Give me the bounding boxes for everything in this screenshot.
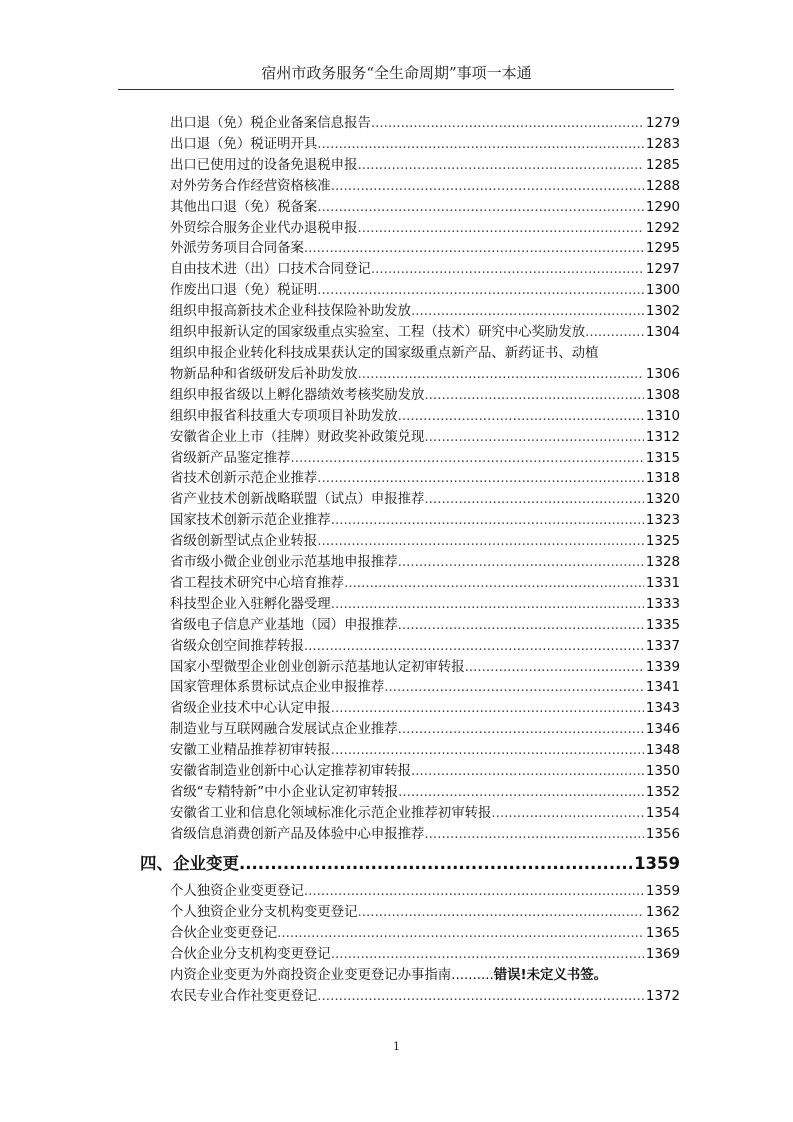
toc-entry[interactable] [170,987,680,1008]
toc-entry[interactable] [170,882,680,903]
toc-entry[interactable] [170,783,680,804]
dot-leader [344,574,644,595]
dot-leader [277,924,644,945]
dot-leader [331,945,644,966]
dot-leader [317,281,644,302]
toc-entry-page: 1348 [645,743,680,759]
toc-entry-page: 1290 [645,199,680,215]
toc-entry-title: 省技术创新示范企业推荐 [170,471,318,487]
toc-list-section-4 [170,882,680,1007]
dot-leader [331,741,644,762]
section-page-number: 1359 [634,854,680,873]
toc-entry[interactable] [170,177,680,198]
toc-entry-title: 自由技术进（出）口技术合同登记 [170,262,371,278]
toc-entry-title: 组织申报新认定的国家级重点实验室、工程（技术）研究中心奖励发放 [170,325,586,341]
toc-entry-page: 1372 [645,988,680,1004]
toc-entry-page: 1323 [645,513,680,529]
toc-entry-page: 1297 [645,262,680,278]
toc-entry-page: 1306 [645,366,680,382]
toc-entry-page: 1339 [645,659,680,675]
toc-entry[interactable] [170,156,680,177]
toc-entry[interactable] [170,302,680,323]
toc-entry-title: 省级众创空间推荐转报 [170,638,304,654]
toc-entry-title: 省级信息消费创新产品及体验中心申报推荐 [170,826,425,842]
toc-entry-page: 1341 [645,680,680,696]
dot-leader [304,882,644,903]
toc-entry-title: 省级“专精特新”中小企业认定初审转报 [170,785,399,800]
toc-entry-page: 1359 [645,884,680,899]
toc-entry-page: 1343 [645,701,680,717]
dot-leader [331,177,644,198]
toc-entry-page: 1362 [645,904,680,920]
header-title: 宿州市政务服务“全生命周期”事项一本通 [261,64,532,82]
toc-entry[interactable] [170,532,680,553]
dot-leader [317,532,644,553]
toc-entry-title: 省工程技术研究中心培育推荐 [170,575,345,591]
toc-entry-title: 组织申报省级以上孵化器绩效考核奖励发放 [170,387,425,403]
toc-entry-page: 1312 [645,429,680,445]
dot-leader [317,987,644,1008]
toc-entry-page: 1350 [645,764,680,780]
toc-entry-title: 作废出口退（免）税证明 [170,283,318,299]
toc-entry[interactable] [170,511,680,532]
dot-leader [424,428,644,449]
toc-entry-page: 1304 [645,325,680,341]
toc-entry-title: 国家技术创新示范企业推荐 [170,513,331,529]
toc-entry[interactable] [170,699,680,720]
toc-list [170,114,680,846]
dot-leader [317,135,644,156]
toc-entry-title: 省级企业技术中心认定申报 [170,701,331,717]
toc-entry[interactable] [170,490,680,511]
toc-entry-page: 1295 [645,241,680,257]
toc-entry[interactable] [170,637,680,658]
dot-leader [304,637,644,658]
toc-entry[interactable] [170,386,680,407]
toc-entry-title: 省级创新型试点企业转报 [170,534,318,550]
bookmark-error-text: 错误!未定义书签。 [493,967,608,983]
toc-entry[interactable] [170,407,680,428]
toc-entry[interactable] [170,678,680,699]
dot-leader [491,804,644,825]
toc-entry[interactable] [170,741,680,762]
dot-leader [291,449,644,470]
toc-entry[interactable] [170,553,680,574]
toc-entry-title: 制造业与互联网融合发展试点企业推荐 [170,722,398,738]
toc-entry-title: 安徽省工业和信息化领域标准化示范企业推荐初审转报 [170,805,492,821]
toc-entry[interactable] [170,945,680,966]
toc-entry-title: 省市级小微企业创业示范基地申报推荐 [170,555,398,571]
toc-entry-error[interactable] [170,966,680,987]
toc-entry-page: 1288 [645,178,680,194]
toc-entry-page: 1279 [645,116,680,131]
toc-entry-title: 农民专业合作社变更登记 [170,988,318,1004]
toc-entry[interactable] [170,658,680,679]
toc-entry[interactable] [170,825,680,846]
toc-entry[interactable] [170,219,680,240]
toc-entry-page: 1325 [645,534,680,550]
toc-entry-title: 组织申报省科技重大专项项目补助发放 [170,408,398,424]
dot-leader [357,365,643,386]
toc-entry[interactable] [170,135,680,156]
dot-leader [239,854,632,873]
dot-leader [398,720,644,741]
toc-entry-page: 1315 [645,450,680,466]
toc-entry-title: 省级新产品鉴定推荐 [170,450,291,466]
toc-entry-title-line2: 物新品种和省级研发后补助发放 [170,366,358,382]
toc-entry-page: 1328 [645,555,680,571]
toc-entry-title: 合伙企业分支机构变更登记 [170,946,331,962]
toc-entry[interactable] [170,469,680,490]
dot-leader [411,302,644,323]
toc-entry-title: 出口已使用过的设备免退税申报 [170,157,358,173]
toc-entry-page: 1300 [645,283,680,299]
toc-entry-page: 1365 [645,925,680,941]
toc-entry[interactable] [170,762,680,783]
toc-entry-page: 1302 [645,304,680,320]
toc-entry-title: 外派劳务项目合同备案 [170,241,304,257]
header-rule [118,89,674,90]
toc-entry-page: 1310 [645,408,680,424]
dot-leader [371,114,644,135]
dot-leader [384,678,644,699]
toc-entry-page: 1283 [645,136,680,152]
toc-section-heading[interactable] [140,850,680,874]
dot-leader [424,490,644,511]
page-footer [0,1040,793,1053]
toc-entry-title: 安徽工业精品推荐初审转报 [170,743,331,759]
toc-entry[interactable] [170,114,680,135]
toc-entry-page: 1331 [645,575,680,591]
dot-leader [357,903,643,924]
toc-entry[interactable] [170,804,680,825]
toc-entry-page: 1354 [645,805,680,821]
toc-entry-title: 省级电子信息产业基地（园）申报推荐 [170,617,398,633]
toc-entry-page: 1333 [645,596,680,612]
toc-entry-title: 省产业技术创新战略联盟（试点）申报推荐 [170,492,425,508]
toc-entry-page: 1352 [645,785,680,800]
dot-leader [317,469,644,490]
toc-entry[interactable] [170,595,680,616]
toc-entry-title: 安徽省制造业创新中心认定推荐初审转报 [170,764,412,780]
dot-leader [331,595,644,616]
toc-entry-title: 个人独资企业变更登记 [170,884,304,899]
toc-entry[interactable] [170,616,680,637]
dot-leader [371,260,644,281]
dot-leader [398,553,644,574]
toc-entry-title: 国家小型微型企业创业创新示范基地认定初审转报 [170,659,465,675]
toc-entry-page: 1285 [645,157,680,173]
dot-leader [465,658,644,679]
toc-entry-title: 内资企业变更为外商投资企业变更登记办事指南 [170,967,452,983]
toc-entry-title: 出口退（免）税企业备案信息报告 [170,116,371,131]
toc-entry-title: 其他出口退（免）税备案 [170,199,318,215]
section-title: 四、企业变更 [140,854,239,873]
toc-entry-title: 对外劳务合作经营资格核准 [170,178,331,194]
toc-entry[interactable] [170,428,680,449]
dot-leader [357,156,643,177]
toc-entry-page: 1335 [645,617,680,633]
dot-leader [585,323,644,344]
toc-entry-title: 出口退（免）税证明开具 [170,136,318,152]
toc-entry[interactable] [170,239,680,260]
toc-entry[interactable] [170,574,680,595]
toc-entry-title: 合伙企业变更登记 [170,925,278,941]
dot-leader [398,783,644,804]
dot-leader [411,762,644,783]
toc-entry[interactable] [170,281,680,302]
dot-leader-text: .......... [451,967,494,983]
toc-entry[interactable] [170,903,680,924]
toc-entry[interactable] [170,198,680,219]
dot-leader [317,198,644,219]
toc-entry-title: 国家管理体系贯标试点企业申报推荐 [170,680,385,696]
dot-leader [398,407,644,428]
dot-leader [357,219,643,240]
toc-entry-title: 安徽省企业上市（挂牌）财政奖补政策兑现 [170,429,425,445]
toc-entry-page: 1337 [645,638,680,654]
toc-entry-page: 1318 [645,471,680,487]
toc-entry-page: 1320 [645,492,680,508]
toc-entry[interactable] [170,323,680,344]
toc-entry-page: 1356 [645,826,680,842]
toc-entry[interactable] [170,260,680,281]
dot-leader [398,616,644,637]
toc-entry-page: 1346 [645,722,680,738]
toc-entry-title: 外贸综合服务企业代办退税申报 [170,220,358,236]
toc-entry-page: 1308 [645,387,680,403]
dot-leader [331,699,644,720]
toc-entry-page: 1292 [645,220,680,236]
dot-leader [424,386,644,407]
page-number: 1 [393,1040,400,1053]
toc-entry-wrapped[interactable] [170,344,680,386]
toc-entry-title: 组织申报高新技术企业科技保险补助发放 [170,304,412,320]
dot-leader [331,511,644,532]
toc-entry[interactable] [170,449,680,470]
toc-entry-title-line1: 组织申报企业转化科技成果获认定的国家级重点新产品、新药证书、动植 [170,345,599,361]
page-header [0,62,793,83]
toc-entry[interactable] [170,720,680,741]
toc-entry-title: 科技型企业入驻孵化器受理 [170,596,331,612]
dot-leader [424,825,644,846]
toc-entry-page: 1369 [645,946,680,962]
toc-entry-title: 个人独资企业分支机构变更登记 [170,904,358,920]
dot-leader [304,239,644,260]
toc-entry[interactable] [170,924,680,945]
